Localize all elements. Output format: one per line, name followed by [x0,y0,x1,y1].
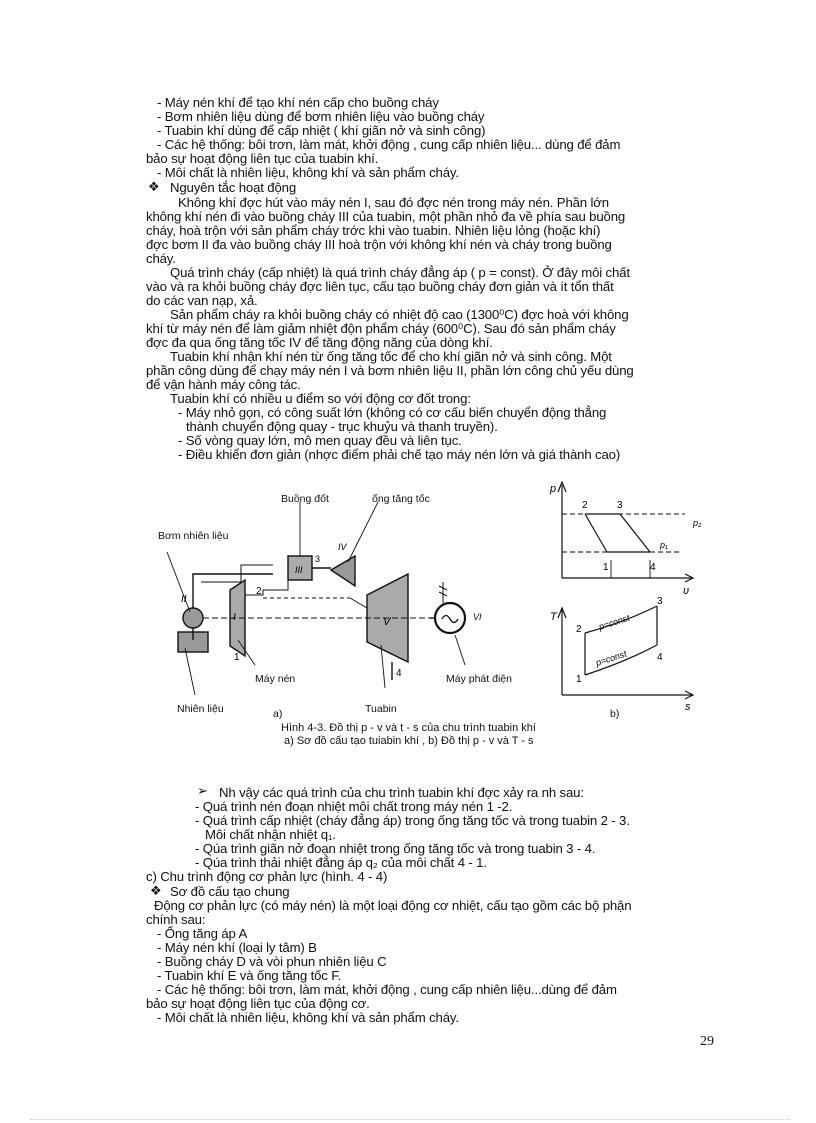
const-label: p=const [597,612,631,632]
text-line: - Bơm nhiên liệu dùng để bơm nhiên liệu vào buồng cháy [157,109,485,124]
text-line: - Các hệ thống: bôi trơn, làm mát, khởi động , cung cấp nhiên liệu...dùng để đảm [157,982,617,997]
label-may-phat-dien: Máy phát điện [446,673,512,685]
roman-label: VI [473,612,482,622]
text-line: - Điều khiển đơn giản (nhợc điểm phải chế tạo máy nén lớn và giá thành cao) [178,447,621,462]
text-line: - Môi chất là nhiên liệu, không khí và sản phẩm cháy. [157,165,459,180]
text-line: - Ống tăng áp A [157,926,248,941]
axis-label-v: υ [683,585,690,597]
diamond-bullet-icon: ❖ [148,179,160,194]
text-line: Động cơ phản lực (có máy nén) là một loại động cơ nhiệt, cấu tạo gồm các bộ phận [154,898,632,913]
text-line: Môi chất nhận nhiệt q₁. [205,827,336,842]
label-ong-tang-toc: ống tăng tốc [372,493,430,505]
roman-label: IV [338,542,347,552]
text-line: - Số vòng quay lớn, mô men quay đều và liên tục. [178,433,462,448]
section-heading: Sơ đồ cấu tạo chung [170,884,290,899]
section-heading: Nguyên tắc hoạt động [170,180,297,195]
text-line: - Buồng cháy D và vòi phun nhiên liệu C [157,954,387,969]
axis-label-s: s [685,701,691,713]
text-line: để vận hành máy công tác. [146,377,301,392]
text-line: - Quá trình cấp nhiệt (cháy đẳng áp) trong ống tăng tốc và trong tuabin 2 - 3. [195,813,630,828]
text-line: - Máy nhỏ gọn, có công suất lớn (không có cơ cấu biến chuyển động thẳng [178,405,607,420]
point-number: 2 [256,586,262,597]
gas-turbine-figure [145,470,725,715]
text-line: Sản phẩm cháy ra khỏi buồng cháy có nhiệt độ cao (1300⁰C) đợc hoà với không [170,307,629,322]
text-line: cháy, hoà trộn với sản phẩm cháy trớc khi vào tuabin. Nhiên liệu lỏng (hoặc khí) [146,223,601,238]
page-bottom-rule [30,1119,790,1120]
const-label: p=const [594,648,628,668]
roman-label: II [181,594,187,605]
page-number: 29 [700,1034,714,1049]
roman-label: V [383,616,391,628]
section-title: c) Chu trình động cơ phản lực (hình. 4 - 4) [146,869,388,884]
label-tuabin: Tuabin [365,703,397,715]
text-line: Quá trình cháy (cấp nhiệt) là quá trình cháy đẳng áp ( p = const). Ở đây môi chất [170,265,630,280]
text-line: không khí nén đi vào buồng cháy III của tuabin, một phần nhỏ đa về phía sau buồng [146,209,626,224]
point-number: 4 [396,668,402,679]
pv-diagram [558,482,693,582]
diamond-bullet-icon: ❖ [150,883,162,898]
text-line: đợc đa qua ống tăng tốc IV để tăng động năng của dòng khí. [146,335,493,350]
text-line: - Qúa trình giãn nở đoạn nhiệt trong ống tăng tốc và trong tuabin 3 - 4. [195,841,596,856]
text-line: cháy. [146,251,176,266]
point-number: 1 [576,674,582,685]
label-nhien-lieu: Nhiên liệu [177,703,224,715]
axis-label-T: T [550,611,557,623]
label-a: a) [273,708,283,720]
text-line: khí từ máy nén để làm giảm nhiệt độn phẩm cháy (600⁰C). Sau đó sản phẩm cháy [146,321,616,336]
point-number: 3 [315,554,321,564]
point-number: 4 [650,562,656,573]
text-line: bảo sự hoạt động liên tục của động cơ. [146,996,370,1011]
pressure-label: p₁ [660,540,668,550]
text-line: - Máy nén khí (loại ly tâm) B [157,940,317,955]
roman-label: III [295,565,303,575]
text-line: Không khí đợc hút vào máy nén I, sau đó đợc nén trong máy nén. Phần lớn [178,195,609,210]
text-line: - Máy nén khí để tạo khí nén cấp cho buồng cháy [157,95,439,110]
point-number: 2 [582,500,588,511]
text-line: - Quá trình nén đoạn nhiệt môi chất trong máy nén 1 -2. [195,799,513,814]
point-number: 1 [234,652,240,663]
point-number: 3 [617,500,623,511]
pressure-label: p₂ [693,518,702,528]
text-line: - Qúa trình thải nhiệt đẳng áp q₂ của môi chất 4 - 1. [195,855,487,870]
text-line: phần công dùng để chạy máy nén I và bơm nhiên liệu II, phần lớn công chủ yếu dùng [146,363,634,378]
point-number: 2 [576,624,582,635]
roman-label: I [233,612,236,623]
point-number: 1 [603,562,609,573]
text-line: - Môi chất là nhiên liệu, không khí và sản phẩm cháy. [157,1010,459,1025]
text-line: bảo sự hoạt động liên tục của tuabin khí. [146,151,379,166]
label-bom-nhien-lieu: Bơm nhiên liệu [158,530,229,542]
text-line: Tuabin khí nhận khí nén từ ống tăng tốc để cho khí giãn nở và sinh công. Một [170,349,612,364]
text-line: vào và ra khỏi buồng cháy đợc liên tục, cấu tạo buồng cháy đơn giản và ít tổn thất [146,279,614,294]
figure-caption: a) Sơ đồ cấu tạo tuiabin khí , b) Đồ thị p - v và T - s [284,735,534,747]
text-line: thành chuyển động quay - trục khuỷu và thanh truyền). [186,419,498,434]
axis-label-p: p [550,483,557,495]
point-number: 4 [657,652,663,663]
arrow-bullet-icon: ➢ [197,783,208,798]
text-line: - Các hệ thống: bôi trơn, làm mát, khởi động , cung cấp nhiên liệu... dùng để đảm [157,137,621,152]
text-line: chính sau: [146,912,206,927]
label-may-nen: Máy nén [255,673,296,685]
figure-caption: Hình 4-3. Đồ thị p - v và t - s của chu trình tuabin khí [281,722,536,734]
point-number: 3 [657,596,663,607]
label-b: b) [610,708,620,720]
text-line: - Tuabin khí dùng để cấp nhiệt ( khí giãn nở và sinh công) [157,123,486,138]
text-line: Tuabin khí có nhiều u điểm so với động cơ đốt trong: [170,391,471,406]
text-line: do các van nạp, xả. [146,293,258,308]
label-buong-dot: Buồng đốt [281,493,329,505]
text-line: đợc bơm II đa vào buồng cháy III hoà trộn với không khí nén và cháy trong buồng [146,237,612,252]
text-line: - Tuabin khí E và ống tăng tốc F. [157,968,342,983]
text-line: Nh vậy các quá trình của chu trình tuabin khí đợc xảy ra nh sau: [219,785,584,800]
